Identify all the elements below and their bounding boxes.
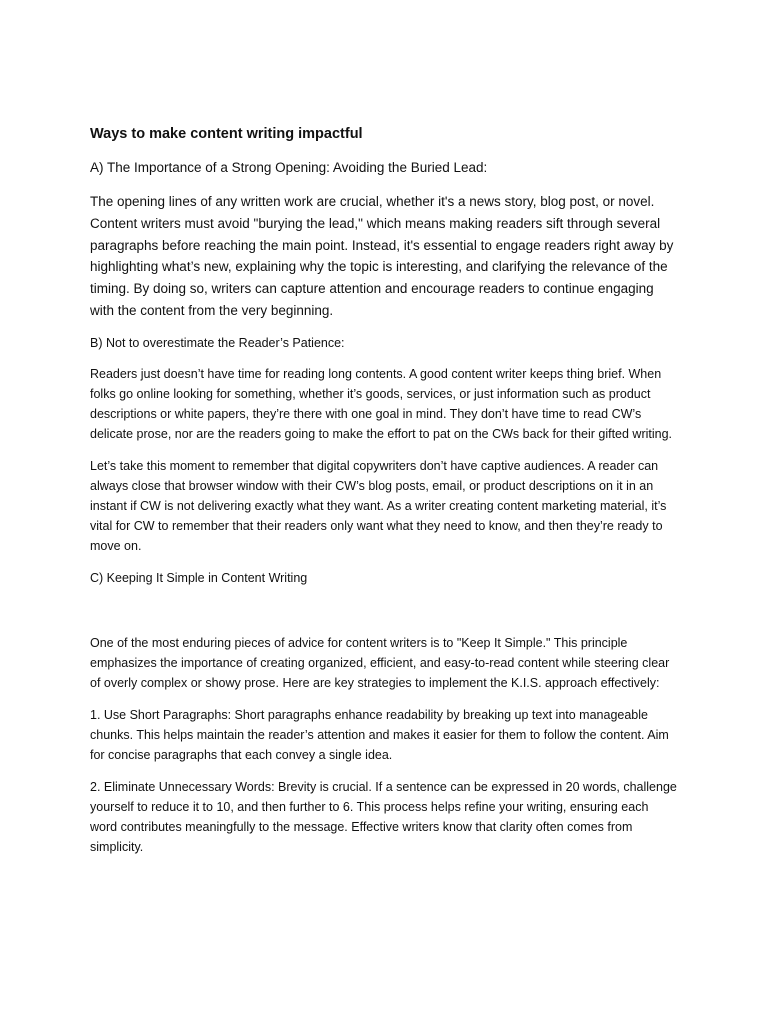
section-b-paragraph-1: Readers just doesn’t have time for reading long contents. A good content writer keeps thing brief. When folks go online looking for something, whether it’s goods, services, or just information such as product descriptions or white papers, they’re there with one goal in mind. They don’t have time to read CW’s delicate prose, nor are the readers going to make the effort to pat on the CWs back for their gifted writing. [90, 366, 673, 441]
section-c-list-item-1: 1. Use Short Paragraphs: Short paragraphs enhance readability by breaking up text into manageable chunks. This helps maintain the reader’s attention and makes it easier for them to follow the content. Aim for concise paragraphs that each convey a single idea. [90, 707, 669, 762]
section-a-paragraph: The opening lines of any written work are crucial, whether it's a news story, blog post, or novel. Content writers must avoid "burying the lead," which means making readers sift through several paragraphs before reaching the main point. Instead, it's essential to engage readers right away by highlighting what’s new, explaining why the topic is interesting, and clarifying the relevance of the timing. By doing so, writers can capture attention and encourage readers to continue engaging with the content from the very beginning. [90, 194, 674, 318]
blank-line [90, 599, 678, 633]
section-c-paragraph-1: One of the most enduring pieces of advice for content writers is to "Keep It Simple." This principle emphasizes the importance of creating organized, efficient, and easy-to-read content while steering clear of overly complex or showy prose. Here are key strategies to implement the K.I.S. approach effectively: [90, 635, 670, 690]
document-title: Ways to make content writing impactful [90, 126, 363, 142]
section-b-paragraph-2: Let’s take this moment to remember that digital copywriters don’t have captive audiences. A reader can always close that browser window with their CW’s blog posts, email, or product descriptions on it in an instant if CW is not delivering exactly what they want. As a writer creating content marketing material, it’s vital for CW to remember that their readers only want what they need to know, and then they’re ready to move on. [90, 458, 667, 553]
section-c-heading: C) Keeping It Simple in Content Writing [90, 570, 308, 585]
section-b-heading: B) Not to overestimate the Reader’s Patience: [90, 335, 345, 350]
section-c-list-item-2: 2. Eliminate Unnecessary Words: Brevity is crucial. If a sentence can be expressed in 20 words, challenge yourself to reduce it to 10, and then further to 6. This process helps refine your writing, ensuring each word contributes meaningfully to the message. Effective writers know that clarity often comes from simplicity. [90, 779, 677, 854]
document-body [90, 124, 678, 857]
section-a-heading: A) The Importance of a Strong Opening: Avoiding the Buried Lead: [90, 160, 488, 175]
